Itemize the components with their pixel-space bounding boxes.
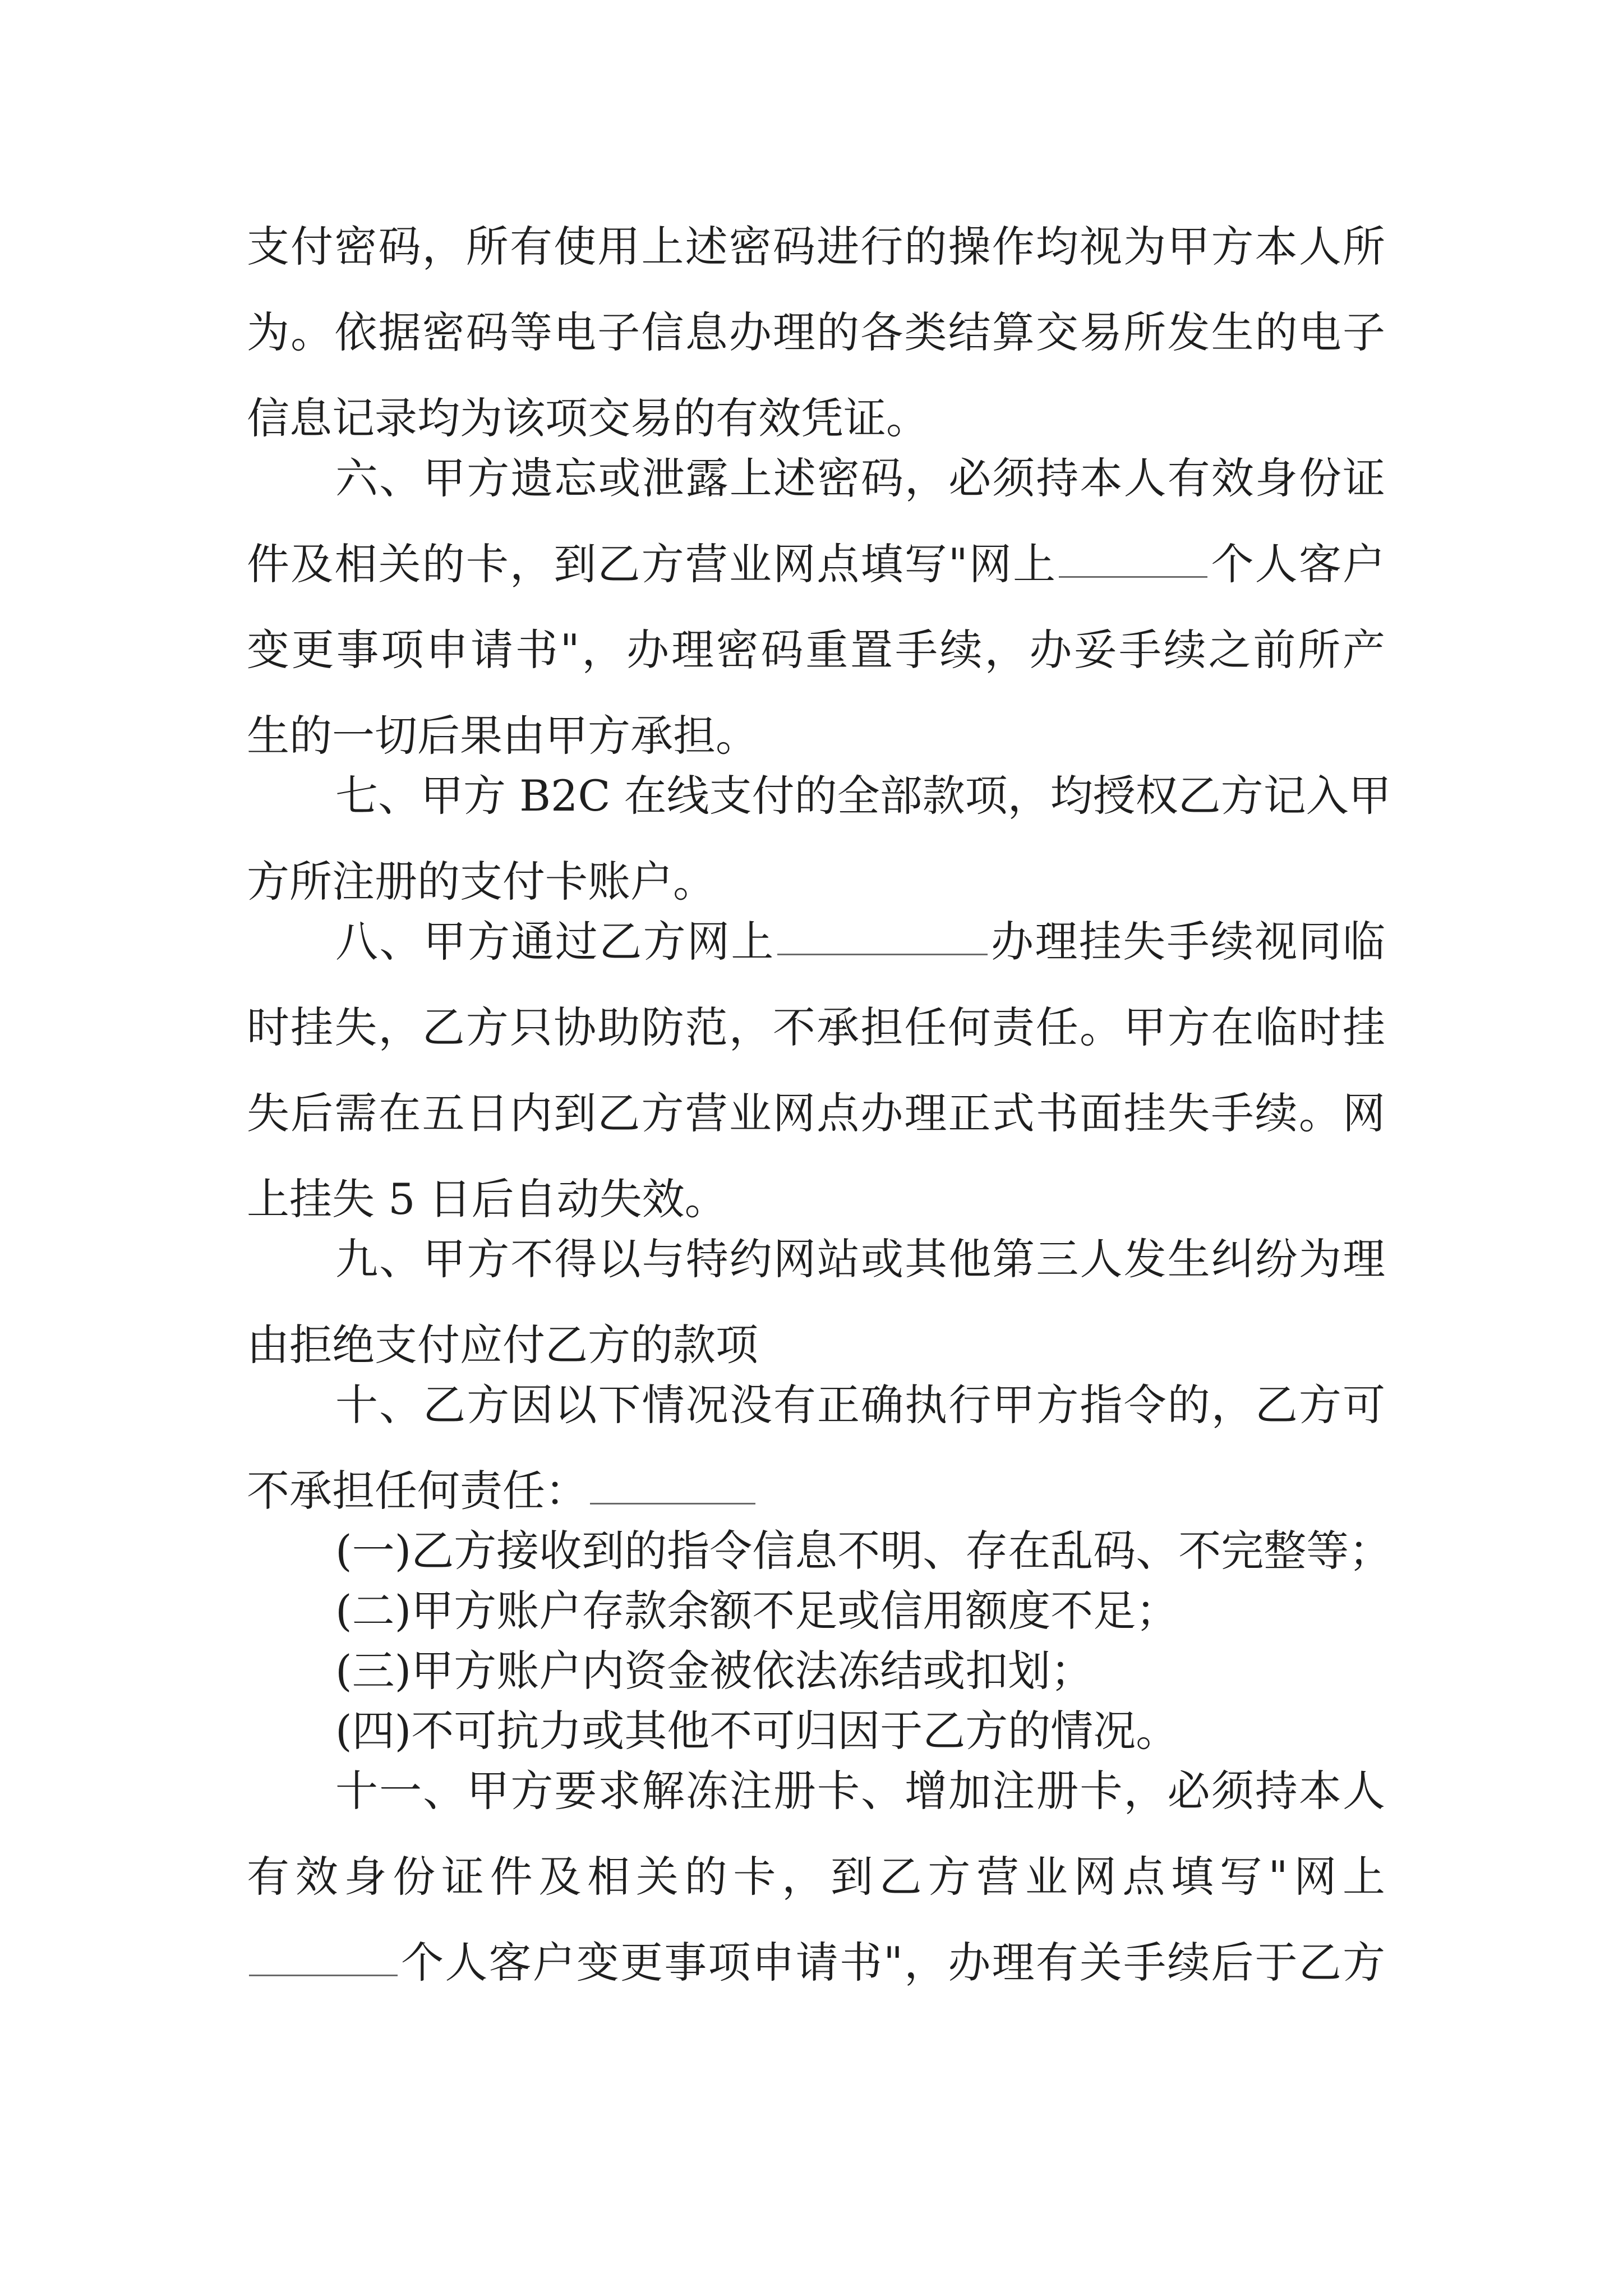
paragraph-line: 时挂失，乙方只协助防范，不承担任何责任。甲方在临时挂 xyxy=(247,1002,1385,1052)
line-text-after-blank: 办理挂失手续视同临 xyxy=(989,917,1386,967)
clause-11-first-line: 十一、甲方要求解冻注册卡、增加注册卡，必须持本人 xyxy=(335,1766,1385,1816)
line-text-after-blank: 个人客户 xyxy=(1210,539,1385,589)
paragraph-line: 方所注册的支付卡账户。 xyxy=(247,857,716,907)
paragraph-line: 支付密码，所有使用上述密码进行的操作均视为甲方本人所 xyxy=(247,222,1385,272)
clause-10-first-line: 十、乙方因以下情况没有正确执行甲方指令的，乙方可 xyxy=(335,1380,1385,1430)
list-item: (一)乙方接收到的指令信息不明、存在乱码、不完整等； xyxy=(335,1526,1392,1576)
paragraph-line: 有效身份证件及相关的卡，到乙方营业网点填写"网上 xyxy=(247,1852,1385,1902)
fill-in-blank xyxy=(249,1975,398,1976)
fill-in-blank xyxy=(590,1503,755,1504)
paragraph-line: 生的一切后果由甲方承担。 xyxy=(247,711,758,761)
paragraph-line: 由拒绝支付应付乙方的款项 xyxy=(247,1320,758,1370)
paragraph-line: 为。依据密码等电子信息办理的各类结算交易所发生的电子 xyxy=(247,307,1385,357)
paragraph-line xyxy=(247,522,1385,606)
fill-in-blank xyxy=(1059,576,1207,578)
fill-in-blank xyxy=(777,954,988,955)
clause-8-first-line xyxy=(335,900,1385,984)
paragraph-line xyxy=(247,1921,1385,2005)
list-item: (三)甲方账户内资金被依法冻结或扣划； xyxy=(335,1646,1094,1696)
clause-7-first-line: 七、甲方 B2C 在线支付的全部款项，均授权乙方记入甲 xyxy=(335,771,1391,821)
clause-6-first-line: 六、甲方遗忘或泄露上述密码，必须持本人有效身份证 xyxy=(335,453,1385,503)
paragraph-line: 失后需在五日内到乙方营业网点办理正式书面挂失手续。网 xyxy=(247,1088,1385,1138)
list-item: (四)不可抗力或其他不可归因于乙方的情况。 xyxy=(335,1706,1179,1756)
clause-9-first-line: 九、甲方不得以与特约网站或其他第三人发生纠纷为理 xyxy=(335,1234,1385,1284)
line-text-before-blank: 件及相关的卡，到乙方营业网点填写"网上 xyxy=(247,539,1057,589)
paragraph-line: 信息记录均为该项交易的有效凭证。 xyxy=(247,393,929,443)
line-text-before-blank: 不承担任何责任： xyxy=(247,1466,588,1516)
list-item: (二)甲方账户存款余额不足或信用额度不足； xyxy=(335,1586,1179,1636)
line-text-before-blank: 八、甲方通过乙方网上 xyxy=(335,917,775,967)
line-text-after-blank: 个人客户变更事项申请书"，办理有关手续后于乙方 xyxy=(400,1938,1385,1987)
paragraph-line: 变更事项申请书"，办理密码重置手续，办妥手续之前所产 xyxy=(247,625,1385,675)
paragraph-line: 上挂失 5 日后自动失效。 xyxy=(247,1174,727,1224)
